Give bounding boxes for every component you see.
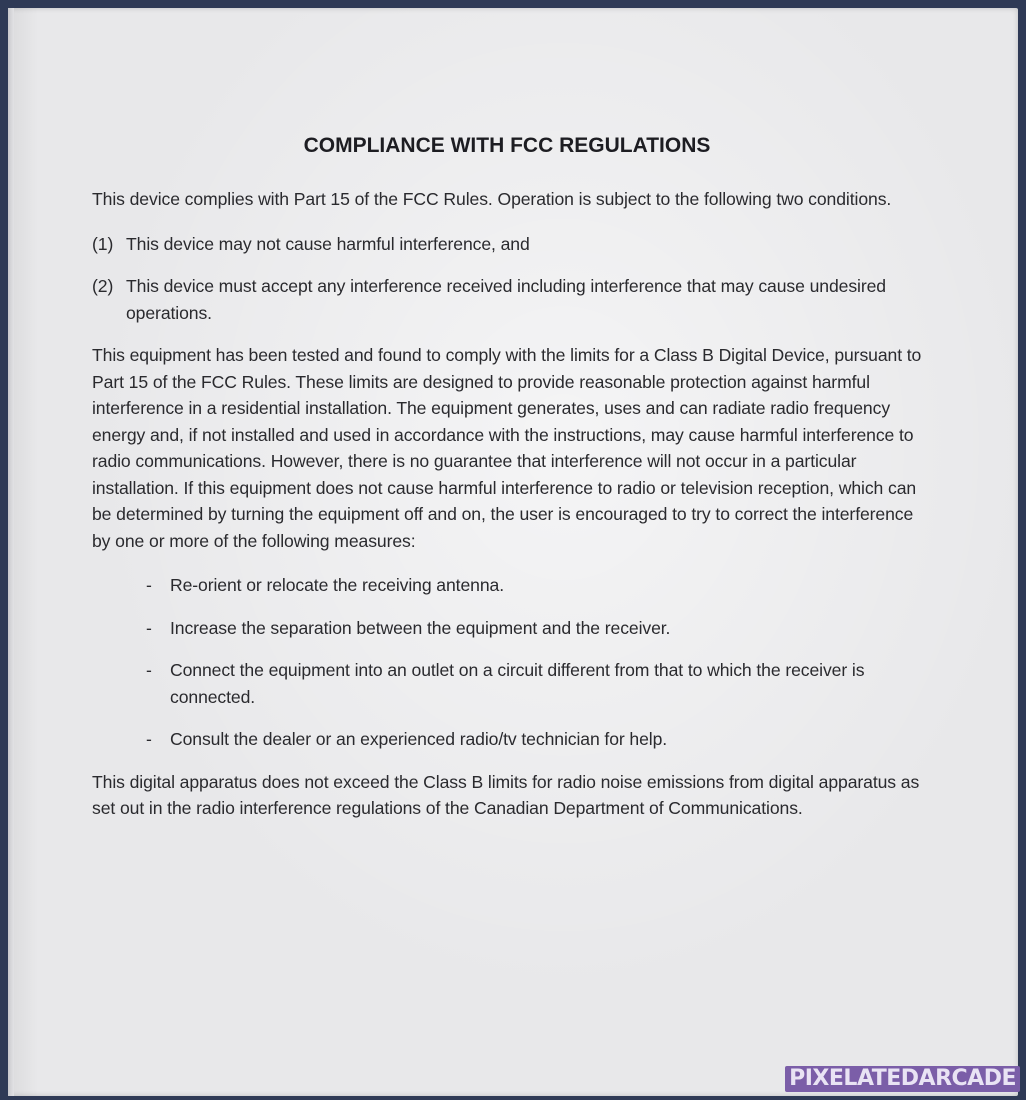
site-watermark: PIXELATEDARCADE (785, 1066, 1020, 1092)
page-spine (8, 8, 14, 1096)
measure-item (146, 572, 922, 599)
measure-text: Re-orient or relocate the receiving antenna. (170, 575, 504, 595)
measure-item (146, 615, 922, 642)
condition-text: This device must accept any interference received including interference that may cause undesired operations. (126, 276, 886, 323)
measure-text: Consult the dealer or an experienced radio/tv technician for help. (170, 729, 668, 749)
measure-dash: - (146, 660, 152, 680)
condition-number: (1) (92, 233, 114, 254)
page-content (92, 126, 922, 840)
condition-number: (2) (92, 276, 114, 296)
measure-text: Increase the separation between the equipment and the receiver. (170, 617, 671, 638)
condition-text: This device may not cause harmful interference, and (126, 233, 530, 254)
condition-item (92, 231, 922, 258)
measure-dash: - (146, 617, 152, 638)
measure-item (146, 657, 922, 710)
measure-text: Connect the equipment into an outlet on a circuit different from that to which the receiver is connected. (170, 660, 865, 707)
equipment-paragraph: This equipment has been tested and found to comply with the limits for a Class B Digital Device, pursuant to Part 15 of the FCC Rules. These limits are designed to provide reasonable protection against harmful interference in a residential installation. The equipment generates, uses and can radiate radio frequency energy and, if not installed and used in accordance with the instructions, may cause harmful interference to radio communications. However, there is no guarantee that interference will not occur in a particular installation. If this equipment does not cause harmful interference to radio or television reception, which can be determined by turning the equipment off and on, the user is encouraged to try to correct the interference by one or more of the following measures: (92, 345, 922, 551)
page-title: COMPLIANCE WITH FCC REGULATIONS (303, 134, 711, 157)
condition-item (92, 273, 922, 326)
measures-list (146, 572, 922, 753)
canada-paragraph: This digital apparatus does not exceed the Class B limits for radio noise emissions from digital apparatus as set out in the radio interference regulations of the Canadian Department of Communications. (92, 771, 920, 818)
measure-item (146, 726, 922, 753)
measure-dash: - (146, 729, 152, 749)
intro-paragraph: This device complies with Part 15 of the FCC Rules. Operation is subject to the following two conditions. (92, 189, 892, 209)
measure-dash: - (146, 575, 152, 595)
manual-page (8, 8, 1018, 1096)
